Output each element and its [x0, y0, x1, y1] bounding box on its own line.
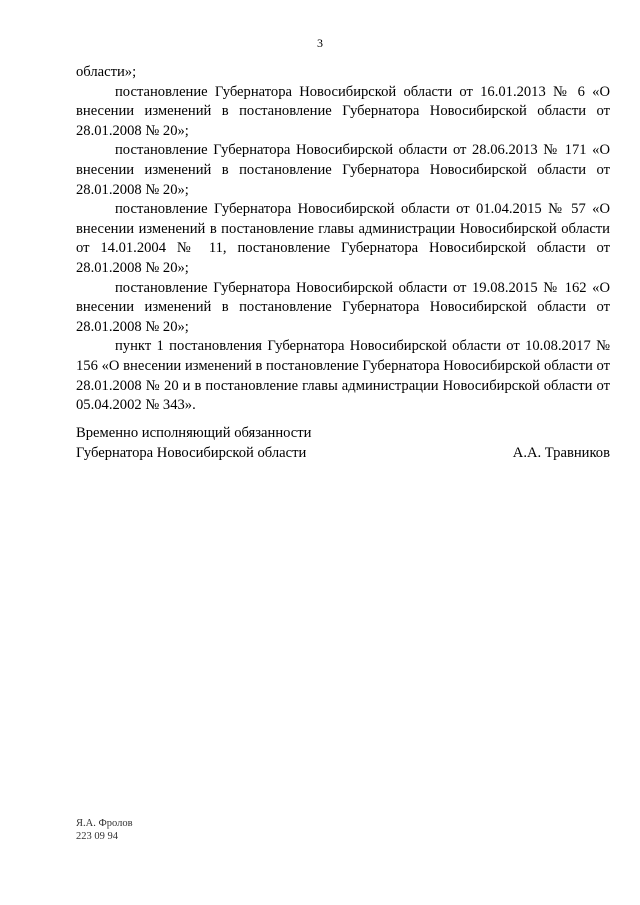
- executor-phone: 223 09 94: [76, 831, 118, 842]
- signatory-position-line-1: Временно исполняющий обязанности: [76, 425, 312, 441]
- executor-name: Я.А. Фролов: [76, 818, 133, 829]
- paragraph-item: постановление Губернатора Новосибирской области от 01.04.2015 № 57 «О внесении изменений в постановление главы администрации Новосибирской области от 14.01.2004 № 11, постановление Губернатора Новосибирской области от 28.01.2008 № 20»;: [76, 201, 610, 276]
- signatory-position-line-2: Губернатора Новосибирской области: [76, 444, 307, 461]
- executor-info: [76, 817, 133, 843]
- paragraph-item: постановление Губернатора Новосибирской области от 16.01.2013 № 6 «О внесении изменений в постановление Губернатора Новосибирской области от 28.01.2008 № 20»;: [76, 83, 610, 139]
- paragraph-item: пункт 1 постановления Губернатора Новосибирской области от 10.08.2017 № 156 «О внесении изменений в постановление Губернатора Новосибирской области от 28.01.2008 № 20 и в постановление главы администрации Новосибирской области от 05.04.2002 № 343».: [76, 338, 610, 414]
- paragraph-item: постановление Губернатора Новосибирской области от 28.06.2013 № 171 «О внесении изменений в постановление Губернатора Новосибирской области от 28.01.2008 № 20»;: [76, 142, 610, 198]
- signatory-name: А.А. Травников: [512, 444, 610, 461]
- signature-row: [76, 444, 610, 464]
- paragraph-continuation: области»;: [76, 64, 137, 80]
- document-body: [76, 63, 610, 416]
- paragraph-item: постановление Губернатора Новосибирской области от 19.08.2015 № 162 «О внесении изменений в постановление Губернатора Новосибирской области от 28.01.2008 № 20»;: [76, 279, 610, 335]
- signature-block: [76, 424, 610, 463]
- page-number: 3: [317, 36, 323, 50]
